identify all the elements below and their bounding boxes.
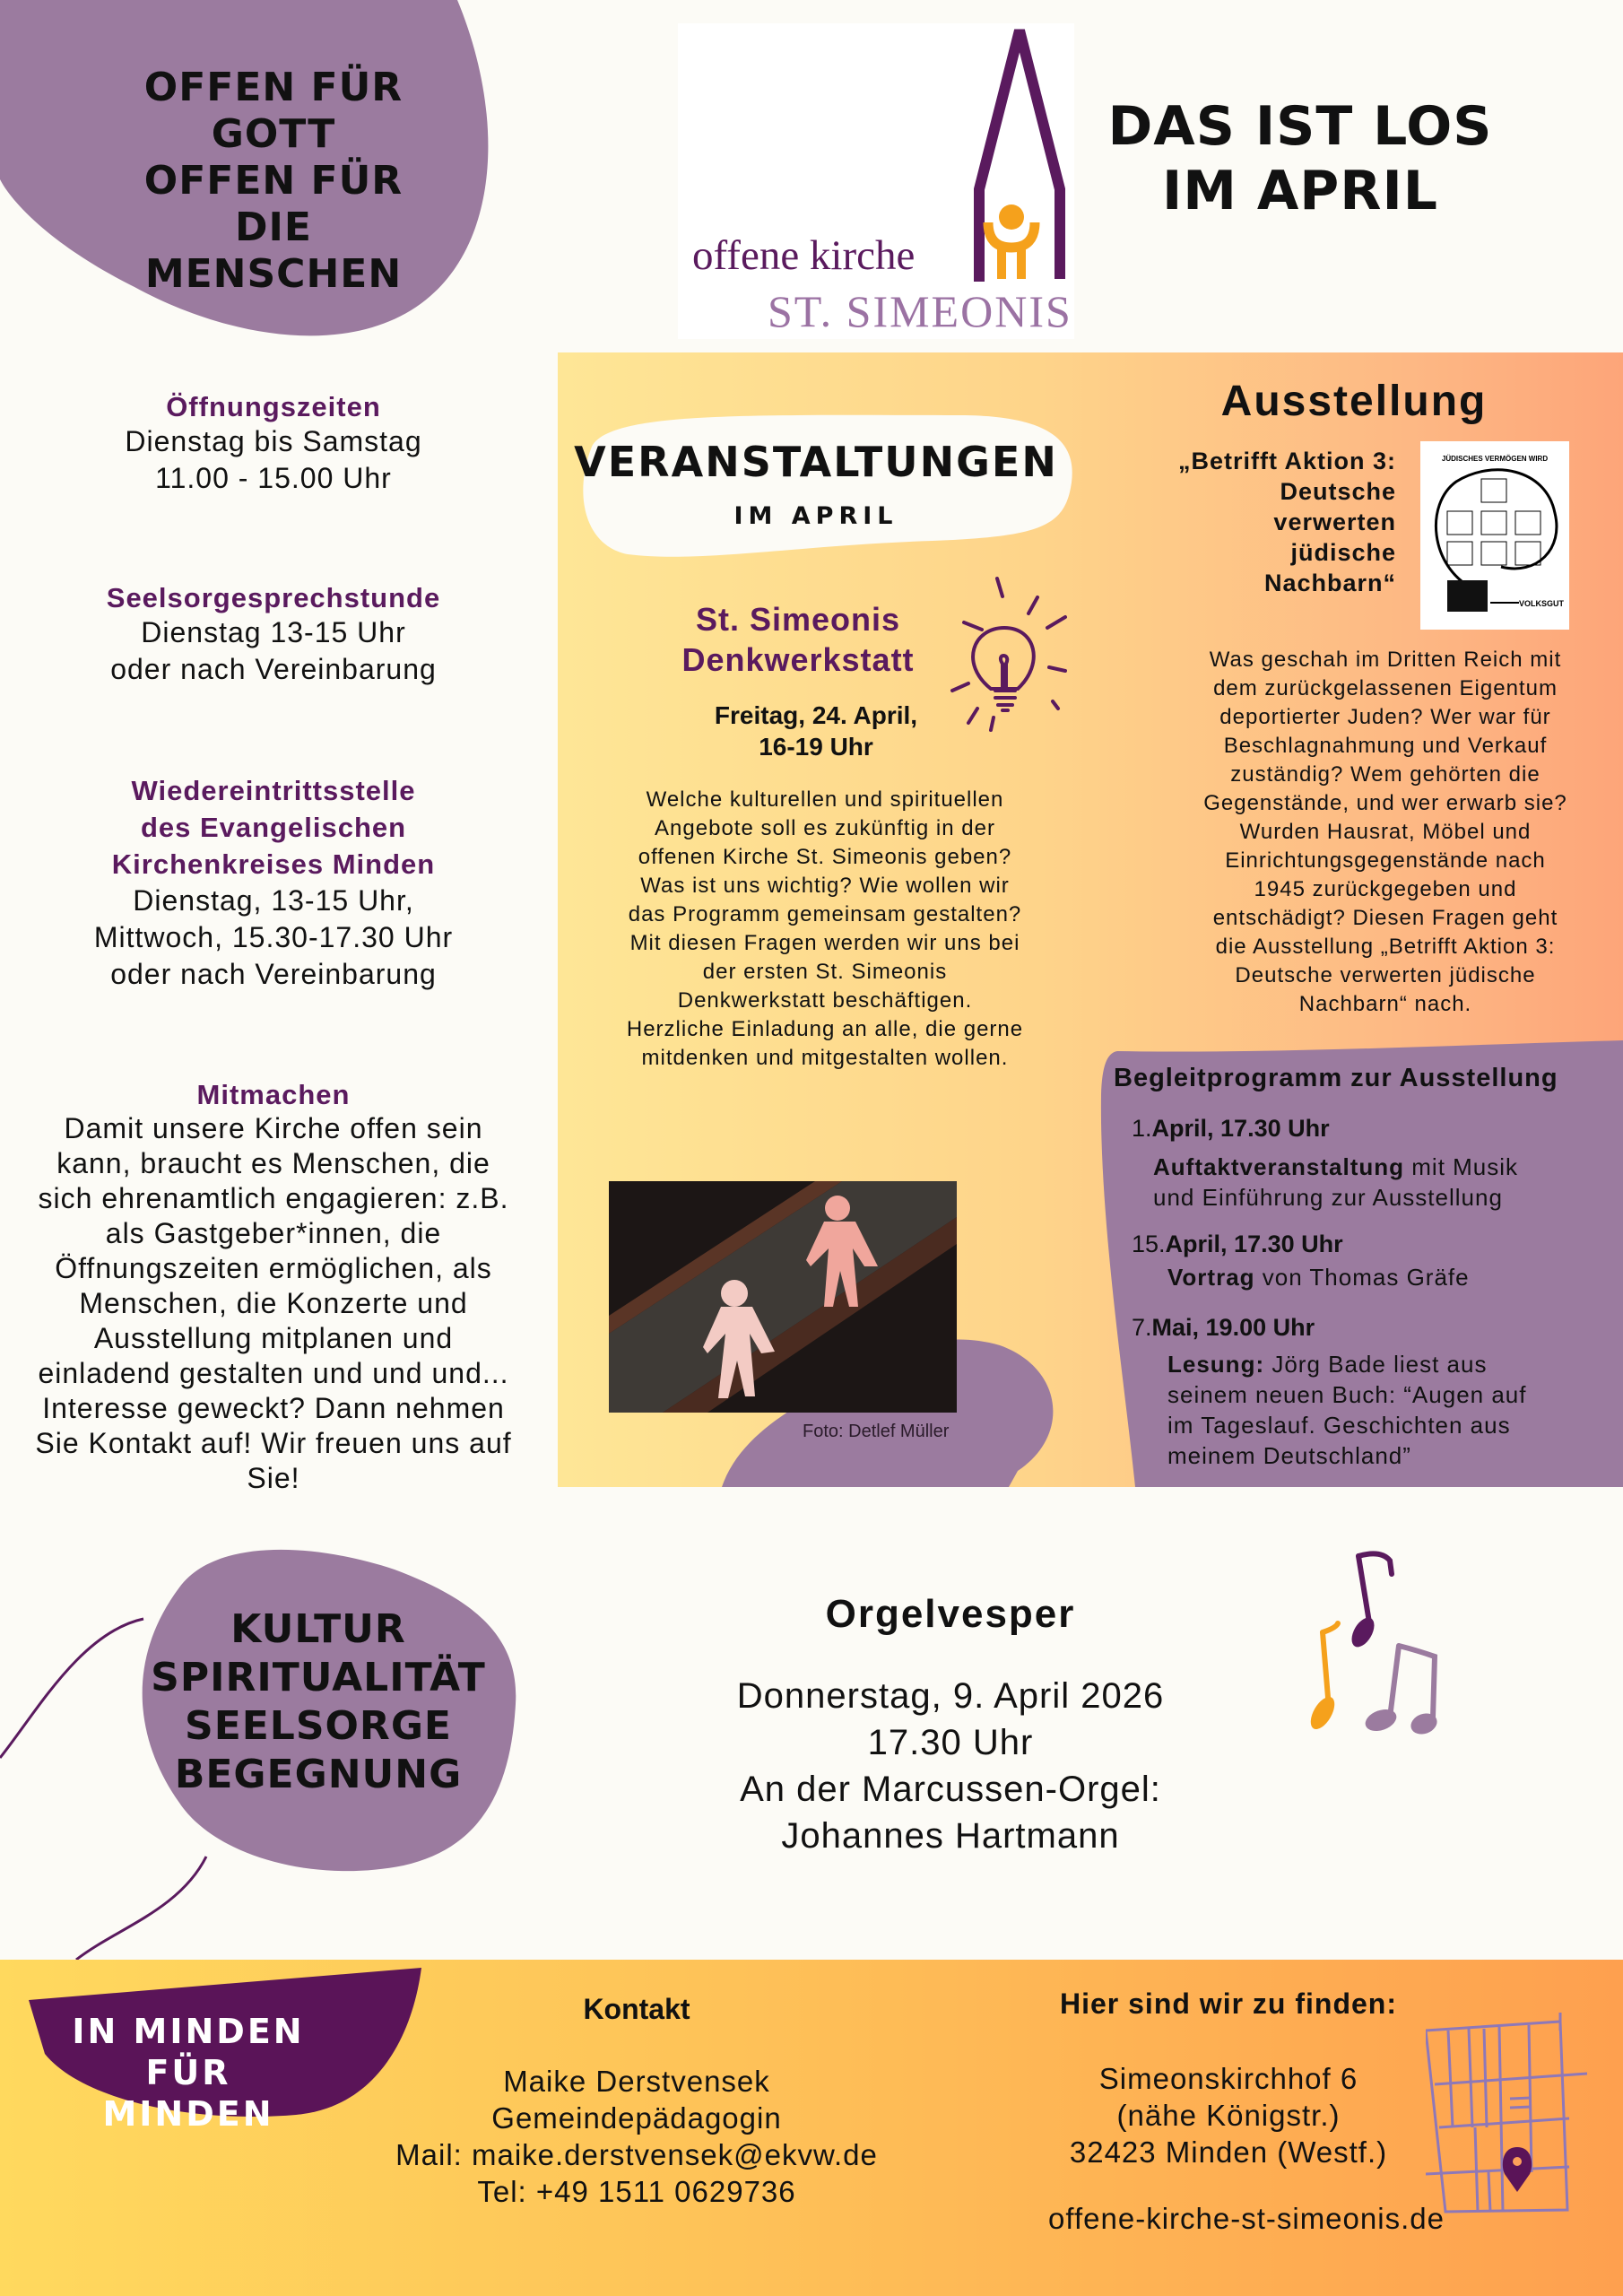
- location-pin-icon: [1503, 2147, 1532, 2192]
- values-line: BEGEGNUNG: [174, 1752, 463, 1797]
- contact-heading: Kontakt: [583, 1993, 690, 2025]
- website-link[interactable]: offene-kirche-st-simeonis.de: [1048, 2202, 1445, 2235]
- text-line: Was geschah im Dritten Reich mit: [1209, 648, 1562, 672]
- program-item: [1132, 1115, 1607, 1213]
- motto-line: GOTT: [211, 111, 336, 157]
- item-date: Mai, 19.00 Uhr: [1151, 1314, 1315, 1341]
- text-line: „Betrifft Aktion 3:: [1178, 448, 1396, 474]
- poster-caption: VOLKSGUT: [1518, 599, 1565, 608]
- program-item: [1132, 1314, 1607, 1471]
- text-line: Öffnungszeiten ermöglichen, als: [55, 1252, 492, 1284]
- item-type: Lesung:: [1167, 1351, 1265, 1378]
- logo-text: offene kirche: [692, 232, 916, 279]
- text-line: Was ist uns wichtig? Wie wollen wir: [640, 874, 1010, 898]
- exhibition-title: Ausstellung: [1220, 378, 1488, 425]
- text-line: die Ausstellung „Betrifft Aktion 3:: [1215, 935, 1556, 959]
- text-line: Menschen, die Konzerte und: [79, 1287, 468, 1319]
- text-line: Dienstag, 13-15 Uhr,: [133, 884, 414, 917]
- workshop-date-line: Freitag, 24. April,: [714, 701, 918, 729]
- text-line: oder nach Vereinbarung: [110, 653, 437, 685]
- item-number: 7.: [1132, 1314, 1152, 1341]
- music-notes-icon: [1273, 1543, 1471, 1740]
- motto-line: OFFEN FÜR DIE: [143, 158, 404, 250]
- text-line: Nachbarn“: [1263, 570, 1396, 596]
- exhibition-subtitle: [1139, 446, 1396, 598]
- section-heading: Wiedereintrittsstelle: [131, 775, 416, 806]
- workshop-title-line: Denkwerkstatt: [681, 641, 915, 678]
- events-title: VERANSTALTUNGEN: [574, 438, 1058, 486]
- text-line: seinem neuen Buch: “Augen auf: [1167, 1381, 1527, 1408]
- text-line: 1945 zurückgegeben und: [1254, 877, 1517, 901]
- address-line: (nähe Königstr.): [1116, 2099, 1341, 2132]
- text-line: 17.30 Uhr: [867, 1723, 1034, 1762]
- item-date: April, 17.30 Uhr: [1151, 1115, 1330, 1142]
- motto: [99, 65, 448, 298]
- text-line: Angebote soll es zukünftig in der: [655, 816, 995, 840]
- text-line: kann, braucht es Menschen, die: [56, 1147, 490, 1179]
- text-line: jüdische: [1290, 539, 1396, 566]
- text-line: Deutsche: [1280, 478, 1396, 505]
- text-line: Donnerstag, 9. April 2026: [736, 1676, 1165, 1716]
- text-line: Sie Kontakt auf! Wir freuen uns auf: [35, 1427, 512, 1459]
- text-line: im Tageslauf. Geschichten aus: [1167, 1412, 1511, 1439]
- contact-email[interactable]: Mail: maike.derstvensek@ekvw.de: [395, 2138, 878, 2171]
- page-title: [1076, 94, 1524, 223]
- text-line: und Einführung zur Ausstellung: [1153, 1184, 1503, 1211]
- logo-text: ST. SIMEONIS: [768, 286, 1072, 336]
- text-line: Damit unsere Kirche offen sein: [64, 1112, 483, 1144]
- text-line: Ausstellung mitplanen und: [93, 1322, 454, 1354]
- text-line: An der Marcussen-Orgel:: [740, 1770, 1161, 1809]
- address: [1022, 2060, 1435, 2170]
- values-statement: [139, 1605, 498, 1799]
- text-line: sich ehrenamtlich engagieren: z.B.: [38, 1182, 509, 1214]
- organ-vespers-details: [664, 1673, 1237, 1859]
- contact-phone[interactable]: Tel: +49 1511 0629736: [477, 2175, 796, 2208]
- text-line: als Gastgeber*innen, die: [105, 1217, 442, 1249]
- values-line: SEELSORGE: [185, 1703, 452, 1749]
- item-date: April, 17.30 Uhr: [1165, 1231, 1343, 1257]
- text-line: Interesse geweckt? Dann nehmen: [42, 1392, 505, 1424]
- item-number: 1.: [1132, 1115, 1152, 1142]
- text-line: Wurden Hausrat, Möbel und: [1239, 820, 1532, 844]
- poster-image: [1420, 441, 1569, 630]
- motto-line: OFFEN FÜR: [143, 65, 404, 110]
- text-line: Jörg Bade liest aus: [1264, 1351, 1488, 1378]
- text-line: Dienstag 13-15 Uhr: [141, 616, 406, 648]
- item-number: 15.: [1132, 1231, 1166, 1257]
- organ-vespers-title: Orgelvesper: [825, 1592, 1076, 1636]
- slogan-line: FÜR MINDEN: [102, 2053, 274, 2134]
- text-line: mit Musik: [1404, 1153, 1519, 1180]
- photo-image: [609, 1181, 957, 1413]
- heading-blob: [574, 411, 1076, 563]
- text-line: Herzliche Einladung an alle, die gerne: [626, 1017, 1024, 1041]
- slogan: [54, 2011, 323, 2135]
- address-line: Simeonskirchhof 6: [1098, 2062, 1358, 2095]
- contact-role: Gemeindepädagogin: [491, 2101, 782, 2135]
- item-type: Auftaktveranstaltung: [1153, 1153, 1405, 1180]
- contact-name: Maike Derstvensek: [503, 2065, 770, 2098]
- text-line: verwerten: [1273, 509, 1396, 535]
- text-line: offenen Kirche St. Simeonis geben?: [638, 845, 1012, 869]
- text-line: Welche kulturellen und spirituellen: [646, 787, 1004, 812]
- photo-credit: Foto: Detlef Müller: [803, 1422, 950, 1441]
- text-line: Einrichtungsgegenstände nach: [1225, 848, 1546, 873]
- text-line: oder nach Vereinbarung: [110, 958, 437, 990]
- opening-hours: [0, 391, 547, 497]
- section-heading: Seelsorgesprechstunde: [106, 582, 441, 613]
- workshop-title: [628, 599, 968, 680]
- section-heading: Öffnungszeiten: [166, 391, 381, 422]
- events-subtitle: IM APRIL: [733, 502, 898, 530]
- workshop-date-line: 16-19 Uhr: [759, 733, 873, 761]
- section-heading: des Evangelischen: [140, 812, 407, 843]
- reentry-office: [0, 772, 547, 993]
- text-line: der ersten St. Simeonis: [702, 960, 948, 984]
- map-icon: [1426, 2013, 1587, 2219]
- section-heading: Mitmachen: [196, 1079, 351, 1110]
- exhibition-description: [1157, 646, 1614, 1019]
- text-line: meinem Deutschland”: [1167, 1442, 1411, 1469]
- volunteer-section: [0, 1079, 547, 1496]
- text-line: dem zurückgelassenen Eigentum: [1213, 676, 1558, 700]
- item-type: Vortrag: [1167, 1264, 1255, 1291]
- text-line: zuständig? Wem gehörten die: [1230, 762, 1541, 787]
- text-line: Mit diesen Fragen werden wir uns bei: [629, 931, 1020, 955]
- poster-caption: JÜDISCHES VERMÖGEN WIRD: [1441, 455, 1549, 463]
- text-line: einladend gestalten und und und...: [38, 1357, 509, 1389]
- values-line: SPIRITUALITÄT: [151, 1655, 486, 1700]
- location-heading: Hier sind wir zu finden:: [1059, 1987, 1397, 2020]
- exhibition-poster: [1420, 441, 1569, 630]
- paper-figures-photo: [609, 1181, 957, 1413]
- text-line: Beschlagnahmung und Verkauf: [1223, 734, 1548, 758]
- workshop-description: [587, 786, 1063, 1073]
- motto-line: MENSCHEN: [144, 251, 403, 297]
- text-line: 11.00 - 15.00 Uhr: [155, 462, 392, 494]
- text-line: Dienstag bis Samstag: [125, 425, 422, 457]
- text-line: von Thomas Gräfe: [1254, 1264, 1470, 1291]
- slogan-line: IN MINDEN: [72, 2012, 305, 2051]
- workshop-date: [664, 700, 968, 762]
- program-item: [1132, 1231, 1607, 1292]
- text-line: Deutsche verwerten jüdische: [1235, 963, 1536, 987]
- values-line: KULTUR: [230, 1606, 406, 1652]
- text-line: Nachbarn“ nach.: [1298, 992, 1472, 1016]
- section-heading: Kirchenkreises Minden: [111, 848, 436, 880]
- text-line: Sie!: [247, 1462, 300, 1494]
- text-line: Gegenstände, und wer erwarb sie?: [1203, 791, 1567, 815]
- text-line: mitdenken und mitgestalten wollen.: [641, 1046, 1009, 1070]
- text-line: Denkwerkstatt beschäftigen.: [677, 988, 973, 1013]
- pastoral-care-hours: [0, 582, 547, 688]
- page-title-line: IM APRIL: [1161, 160, 1439, 222]
- text-line: das Programm gemeinsam gestalten?: [628, 902, 1022, 926]
- address-line: 32423 Minden (Westf.): [1069, 2135, 1388, 2169]
- page-title-line: DAS IST LOS: [1107, 95, 1493, 158]
- contact-details: [341, 2063, 933, 2210]
- workshop-title-line: St. Simeonis: [695, 601, 901, 638]
- text-line: deportierter Juden? Wer war für: [1219, 705, 1551, 729]
- text-line: Mittwoch, 15.30-17.30 Uhr: [93, 921, 454, 953]
- lightbulb-icon: [933, 574, 1103, 744]
- program-title: Begleitprogramm zur Ausstellung: [1114, 1064, 1558, 1092]
- text-line: Johannes Hartmann: [781, 1816, 1120, 1856]
- text-line: entschädigt? Diesen Fragen geht: [1212, 906, 1558, 930]
